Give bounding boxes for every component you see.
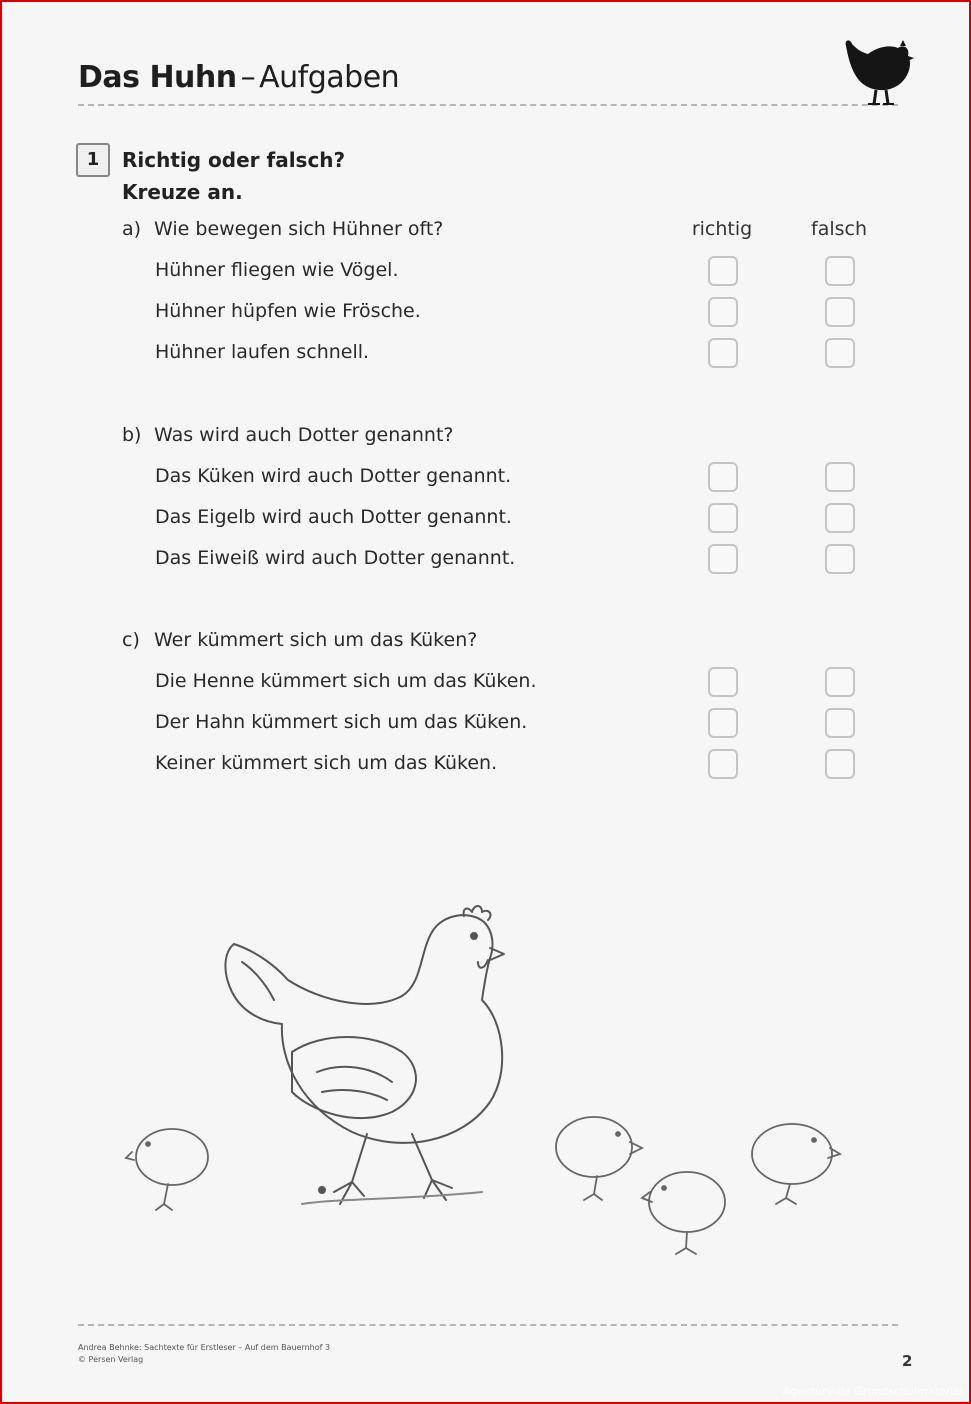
page-number: 2 [902,1352,913,1370]
question-text: Was wird auch Dotter genannt? [154,424,454,446]
task-heading-line2: Kreuze an. [122,180,243,204]
statement-b3: Das Eiweiß wird auch Dotter genannt. [155,547,516,569]
checkbox-b2-false[interactable] [825,503,855,533]
checkbox-a3-false[interactable] [825,338,855,368]
hen-and-chicks-illustration [102,892,862,1272]
question-c [122,629,477,651]
footer-credit [78,1342,330,1366]
task-heading [122,144,345,208]
hen-tail [225,944,282,1024]
statement-a1: Hühner fliegen wie Vögel. [155,259,399,281]
hen-leg-right [412,1134,452,1200]
hen-eye [471,933,477,939]
checkbox-b2-true[interactable] [708,503,738,533]
title-separator: – [240,60,256,95]
statement-b2: Das Eigelb wird auch Dotter genannt. [155,506,512,528]
hen-wing [292,1037,416,1118]
task-heading-line1: Richtig oder falsch? [122,148,346,172]
checkbox-a2-false[interactable] [825,297,855,327]
checkbox-b1-true[interactable] [708,462,738,492]
page-title [78,60,399,95]
checkbox-a1-false[interactable] [825,256,855,286]
statement-b1: Das Küken wird auch Dotter genannt. [155,465,512,487]
checkbox-c1-false[interactable] [825,667,855,697]
question-text: Wer kümmert sich um das Küken? [154,629,478,651]
checkbox-c3-true[interactable] [708,749,738,779]
watermark: Agentury-de Grundschulmaterial [782,1385,963,1398]
hen-icon [838,34,914,108]
title-sub: Aufgaben [259,60,400,95]
question-b [122,424,454,446]
column-header-false: falsch [811,218,867,240]
question-text: Wie bewegen sich Hühner oft? [154,218,444,240]
chick-1 [126,1129,208,1210]
statement-c1: Die Henne kümmert sich um das Küken. [155,670,537,692]
statement-c2: Der Hahn kümmert sich um das Küken. [155,711,528,733]
checkbox-b1-false[interactable] [825,462,855,492]
hen-head [432,915,492,1000]
checkbox-c2-true[interactable] [708,708,738,738]
hen-body [282,1000,502,1143]
footer-line1: Andrea Behnke: Sachtexte für Erstleser – Auf dem Bauernhof 3 [78,1343,331,1352]
question-letter: a) [122,218,142,240]
column-header-true: richtig [691,218,753,240]
checkbox-c2-false[interactable] [825,708,855,738]
hen-leg-left [334,1134,367,1204]
question-a [122,218,443,240]
checkbox-a3-true[interactable] [708,338,738,368]
chick-4 [752,1124,840,1204]
checkbox-b3-false[interactable] [825,544,855,574]
chick-3 [642,1172,725,1254]
footer-line2: © Persen Verlag [78,1355,144,1364]
checkbox-b3-true[interactable] [708,544,738,574]
task-number-box: 1 [76,143,110,177]
checkbox-a1-true[interactable] [708,256,738,286]
title-main: Das Huhn [78,60,237,95]
chick-2 [556,1117,642,1200]
title-divider [78,104,898,106]
checkbox-a2-true[interactable] [708,297,738,327]
statement-a3: Hühner laufen schnell. [155,341,370,363]
checkbox-c1-true[interactable] [708,667,738,697]
question-letter: c) [122,629,140,651]
footer-divider [78,1324,898,1326]
question-letter: b) [122,424,142,446]
statement-a2: Hühner hüpfen wie Frösche. [155,300,421,322]
statement-c3: Keiner kümmert sich um das Küken. [155,752,498,774]
checkbox-c3-false[interactable] [825,749,855,779]
